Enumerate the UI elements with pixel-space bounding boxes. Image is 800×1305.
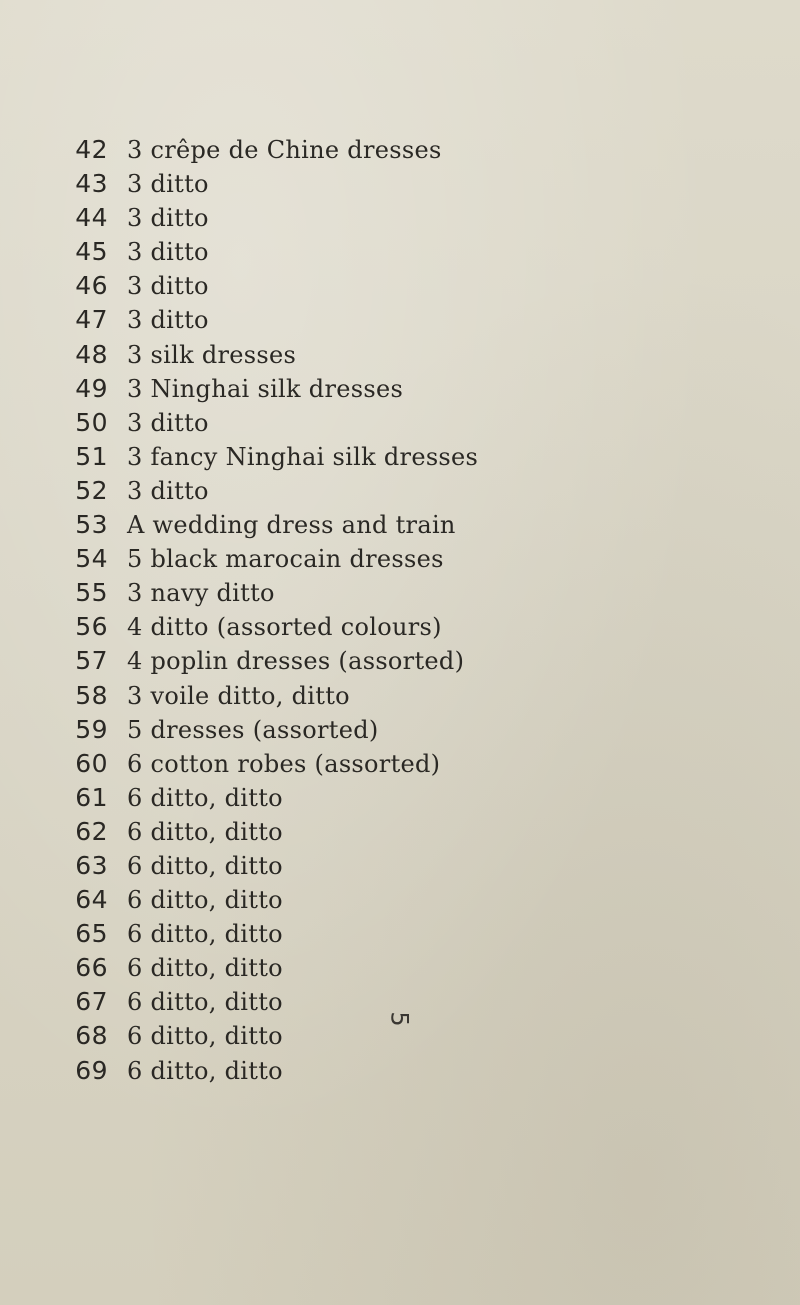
lot-description: 6 ditto, ditto: [127, 817, 283, 846]
lot-description: 3 ditto: [127, 204, 209, 233]
lot-number: 68: [75, 1021, 108, 1051]
lot-row: [0, 406, 478, 440]
lot-number: 65: [75, 919, 108, 949]
lot-number: 62: [75, 816, 108, 846]
lot-number: 50: [75, 407, 108, 437]
lot-row: [0, 747, 478, 781]
lot-number: 54: [75, 544, 108, 574]
lot-row: [0, 883, 478, 917]
lot-number: 61: [75, 782, 108, 812]
lot-row: [0, 338, 478, 372]
lot-number: 52: [75, 475, 108, 505]
lot-number: 44: [75, 203, 108, 233]
lot-number: 69: [75, 1055, 108, 1085]
lot-description: 6 ditto, ditto: [127, 1056, 283, 1085]
lot-row: [0, 133, 478, 167]
lot-description: 3 fancy Ninghai silk dresses: [127, 442, 479, 471]
lot-description: A wedding dress and train: [127, 511, 456, 540]
lot-row: [0, 951, 478, 985]
lot-number: 42: [75, 135, 108, 164]
lot-description: 3 ditto: [127, 170, 209, 199]
lot-number: 45: [75, 237, 108, 267]
lot-row: [0, 781, 478, 815]
lot-description: 3 voile ditto, ditto: [127, 681, 350, 710]
lot-number: 57: [75, 646, 108, 676]
lot-number: 48: [75, 339, 108, 369]
lot-number: 60: [75, 748, 108, 778]
lot-description: 6 ditto, ditto: [127, 851, 283, 880]
lot-row: [0, 303, 478, 337]
lot-description: 3 ditto: [127, 272, 209, 301]
page-number: 5: [385, 1011, 414, 1027]
lot-row: [0, 1054, 478, 1088]
lot-row: [0, 576, 478, 610]
lot-description: 6 ditto, ditto: [127, 1022, 283, 1051]
lot-row: [0, 917, 478, 951]
lot-row: [0, 372, 478, 406]
lot-number: 66: [75, 953, 108, 983]
lot-row: [0, 440, 478, 474]
lot-number: 64: [75, 885, 108, 915]
lot-description: 6 ditto, ditto: [127, 920, 283, 949]
lot-number: 55: [75, 578, 108, 608]
lot-row: [0, 644, 478, 678]
lot-description: 3 navy ditto: [127, 579, 275, 608]
lot-number: 56: [75, 612, 108, 642]
lot-description: 6 ditto, ditto: [127, 886, 283, 915]
lot-row: [0, 849, 478, 883]
lot-description: 6 ditto, ditto: [127, 783, 283, 812]
lot-description: 3 ditto: [127, 476, 209, 505]
lot-description: 4 poplin dresses (assorted): [127, 647, 465, 676]
lot-row: [0, 610, 478, 644]
lot-description: 3 Ninghai silk dresses: [127, 374, 404, 403]
lot-description: 4 ditto (assorted colours): [127, 613, 442, 642]
lot-description: 5 dresses (assorted): [127, 715, 379, 744]
lot-number: 67: [75, 987, 108, 1017]
lot-number: 51: [75, 441, 108, 471]
lot-number: 46: [75, 271, 108, 301]
lot-description: 3 silk dresses: [127, 340, 297, 369]
lot-description: 3 crêpe de Chine dresses: [127, 136, 442, 164]
lot-description: 6 ditto, ditto: [127, 988, 283, 1017]
lot-number: 58: [75, 680, 108, 710]
lot-row: [0, 815, 478, 849]
lot-list: [0, 133, 478, 1088]
lot-description: 3 ditto: [127, 408, 209, 437]
lot-row: [0, 474, 478, 508]
lot-number: 59: [75, 714, 108, 744]
lot-description: 5 black marocain dresses: [127, 545, 444, 574]
lot-description: 3 ditto: [127, 306, 209, 335]
lot-description: 3 ditto: [127, 238, 209, 267]
lot-description: 6 ditto, ditto: [127, 954, 283, 983]
lot-row: [0, 713, 478, 747]
lot-row: [0, 235, 478, 269]
lot-row: [0, 269, 478, 303]
lot-row: [0, 542, 478, 576]
lot-number: 53: [75, 510, 108, 540]
lot-row: [0, 508, 478, 542]
lot-row: [0, 167, 478, 201]
lot-number: 63: [75, 850, 108, 880]
lot-number: 47: [75, 305, 108, 335]
lot-description: 6 cotton robes (assorted): [127, 749, 441, 778]
lot-number: 43: [75, 169, 108, 199]
lot-row: [0, 201, 478, 235]
lot-row: [0, 679, 478, 713]
lot-number: 49: [75, 373, 108, 403]
